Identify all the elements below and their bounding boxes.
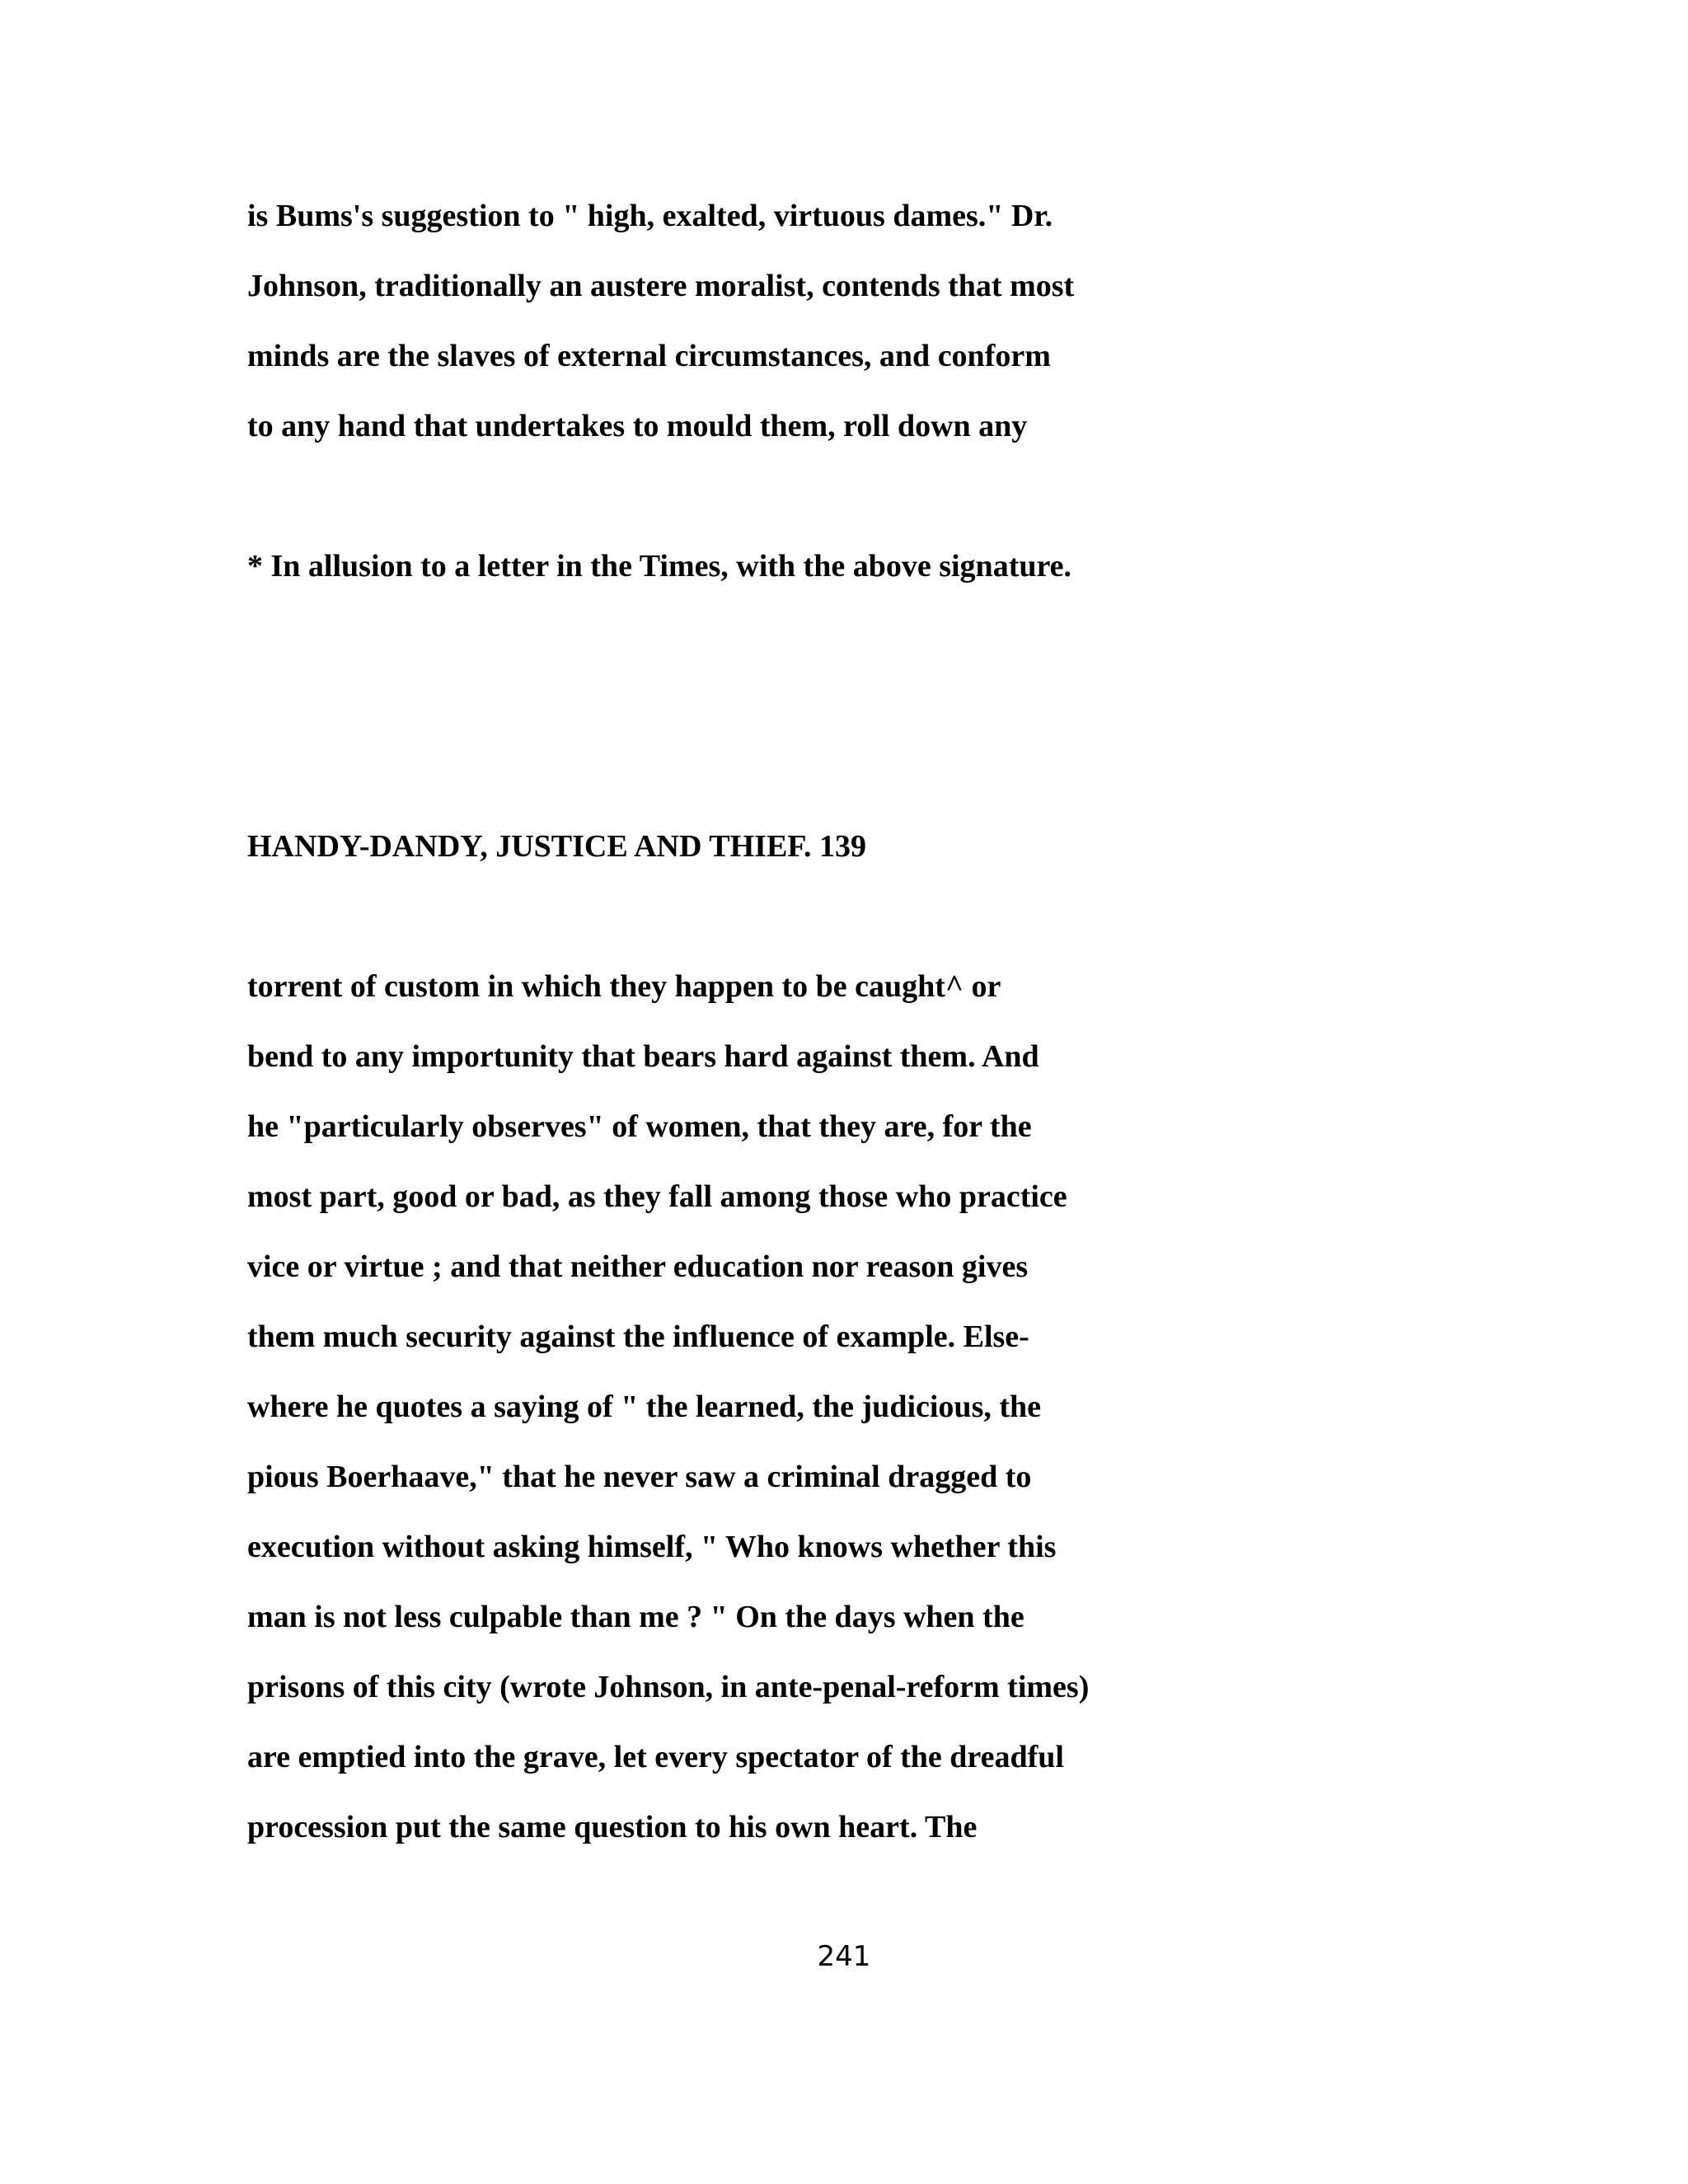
text-line: minds are the slaves of external circumstances, and conform	[247, 339, 1051, 373]
footnote: * In allusion to a letter in the Times, with the above signature.	[247, 549, 1072, 583]
text-line: execution without asking himself, " Who knows whether this	[247, 1530, 1057, 1564]
text-line: bend to any importunity that bears hard against them. And	[247, 1039, 1039, 1074]
text-line: man is not less culpable than me ? " On the days when the	[247, 1600, 1025, 1634]
text-line: are emptied into the grave, let every spectator of the dreadful	[247, 1740, 1064, 1774]
text-line: vice or virtue ; and that neither education nor reason gives	[247, 1249, 1029, 1284]
text-line: he "particularly observes" of women, that they are, for the	[247, 1109, 1032, 1144]
text-line: prisons of this city (wrote Johnson, in ante-penal-reform times)	[247, 1670, 1090, 1704]
text-line: most part, good or bad, as they fall among those who practice	[247, 1179, 1067, 1214]
text-line: torrent of custom in which they happen to be caught^ or	[247, 969, 1001, 1004]
text-line: procession put the same question to his own heart. The	[247, 1810, 978, 1844]
text-line: pious Boerhaave," that he never saw a criminal dragged to	[247, 1460, 1032, 1494]
text-line: to any hand that undertakes to mould them, roll down any	[247, 409, 1028, 443]
text-line: is Bums's suggestion to " high, exalted, virtuous dames." Dr.	[247, 199, 1053, 233]
text-line: them much security against the influence of example. Else-	[247, 1319, 1029, 1354]
page-number: 241	[817, 1940, 871, 1973]
text-line: Johnson, traditionally an austere moralist, contends that most	[247, 269, 1075, 303]
running-header: HANDY-DANDY, JUSTICE AND THIEF. 139	[247, 829, 867, 864]
text-line: where he quotes a saying of " the learned, the judicious, the	[247, 1390, 1042, 1424]
